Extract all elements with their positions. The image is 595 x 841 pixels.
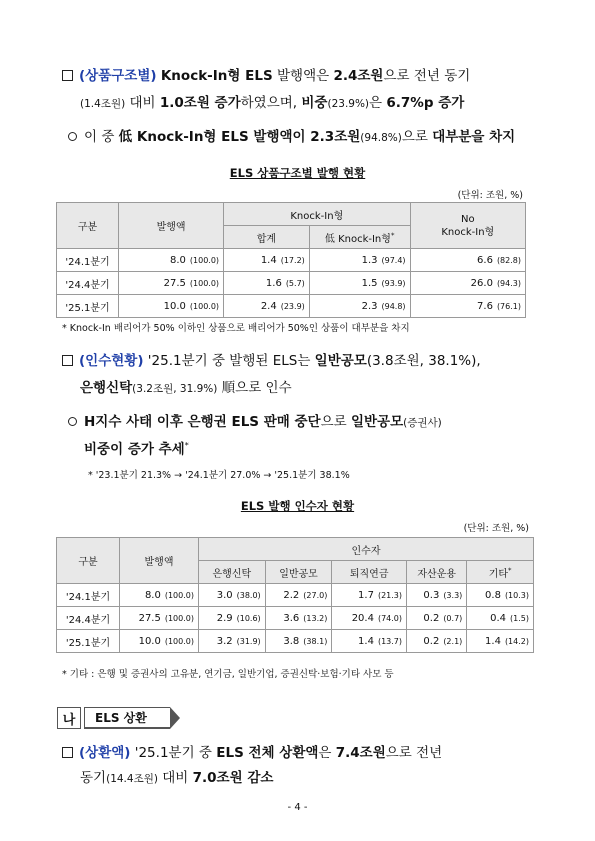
table-row (57, 630, 534, 653)
pension-cell (332, 584, 407, 607)
etc-cell-value: 0.8 (485, 589, 501, 601)
etc-cell-share: (14.2) (504, 636, 529, 646)
no-ki-cell (410, 272, 525, 295)
table1-unit: (단위: 조원, %) (457, 190, 523, 201)
sum-cell-value: 2.4 (260, 300, 277, 312)
paragraph-product-structure: (상품구조별) Knock-In형 ELS 발행액은 2.4조원으로 전년 동기 (62, 64, 470, 88)
sum-cell (224, 272, 310, 295)
issue-cell (119, 272, 224, 295)
asset-mgmt-cell-value: 0.3 (423, 589, 440, 601)
row-label: '24.4분기 (57, 272, 119, 295)
asset-mgmt-cell (407, 584, 467, 607)
public-offering-cell-share: (27.0) (303, 590, 328, 600)
table-row (57, 607, 534, 630)
trend-note: * '23.1분기 21.3% → '24.1분기 27.0% → '25.1분기 38.1% (88, 470, 350, 481)
public-offering-cell (265, 584, 332, 607)
etc-cell (467, 630, 534, 653)
low-ki-cell-share: (93.9) (381, 278, 406, 288)
header-knock-in: Knock-In형 (224, 203, 411, 226)
sum-cell (224, 295, 310, 318)
low-ki-cell (309, 249, 410, 272)
no-ki-cell (410, 249, 525, 272)
header-issue: 발행액 (120, 538, 199, 584)
issue-cell-value: 8.0 (170, 254, 186, 266)
asset-mgmt-cell-value: 0.2 (423, 635, 440, 647)
no-ki-cell-share: (82.8) (496, 255, 521, 265)
etc-cell (467, 607, 534, 630)
subparagraph-h-index: H지수 사태 이후 은행권 ELS 판매 중단으로 일반공모(증권사) (68, 410, 442, 435)
subparagraph-low-knock-in: 이 중 低 Knock-In형 ELS 발행액이 2.3조원(94.8%)으로 대부분을 차지 (68, 125, 515, 150)
etc-cell-value: 1.4 (485, 635, 501, 647)
square-bullet-icon (62, 70, 73, 81)
row-label: '25.1분기 (57, 630, 120, 653)
no-ki-cell-share: (76.1) (496, 301, 521, 311)
issue-cell (120, 630, 199, 653)
issue-cell-value: 27.5 (163, 277, 186, 289)
asset-mgmt-cell (407, 607, 467, 630)
issue-cell-share: (100.0) (164, 613, 194, 623)
square-bullet-icon (62, 747, 73, 758)
asset-mgmt-cell-share: (2.1) (443, 636, 463, 646)
paragraph-redemption: (상환액) '25.1분기 중 ELS 전체 상환액은 7.4조원으로 전년 (62, 741, 442, 765)
bank-trust-cell (199, 584, 266, 607)
low-ki-cell-share: (97.4) (381, 255, 406, 265)
pension-cell-share: (74.0) (377, 613, 403, 623)
low-ki-cell-share: (94.8) (381, 301, 406, 311)
row-label: '24.1분기 (57, 584, 120, 607)
header-gubun: 구분 (57, 203, 119, 249)
header-bank-trust: 은행신탁 (199, 561, 266, 584)
pension-cell (332, 607, 407, 630)
sum-cell-value: 1.4 (260, 254, 277, 266)
sum-cell (224, 249, 310, 272)
public-offering-cell (265, 607, 332, 630)
section-letter: 나 (57, 707, 81, 729)
public-offering-cell-value: 3.8 (283, 635, 300, 647)
issue-cell-share: (100.0) (189, 301, 220, 311)
els-underwriter-table (56, 537, 534, 653)
paragraph-product-structure-line2: (1.4조원) 대비 1.0조원 증가하였으며, 비중(23.9%)은 6.7%p 증가 (80, 95, 465, 111)
sum-cell-share: (17.2) (280, 255, 305, 265)
paragraph-underwriting: (인수현황) '25.1분기 중 발행된 ELS는 일반공모(3.8조원, 38.1%), (62, 349, 481, 373)
issue-cell-value: 8.0 (144, 589, 161, 601)
pension-cell (332, 630, 407, 653)
etc-cell-share: (1.5) (510, 613, 529, 623)
bank-trust-cell-share: (38.0) (236, 590, 261, 600)
header-sum: 합계 (224, 226, 310, 249)
no-ki-cell-value: 6.6 (477, 254, 493, 266)
section-header (57, 707, 180, 729)
issue-cell (119, 295, 224, 318)
circle-bullet-icon (68, 132, 77, 141)
public-offering-cell-value: 2.2 (283, 589, 300, 601)
no-ki-cell-share: (94.3) (496, 278, 521, 288)
header-pension: 퇴직연금 (332, 561, 407, 584)
table-row (57, 249, 526, 272)
issue-cell-value: 10.0 (138, 635, 161, 647)
issue-cell-share: (100.0) (189, 255, 220, 265)
no-ki-cell (410, 295, 525, 318)
table1-title: ELS 상품구조별 발행 현황 (229, 166, 366, 180)
els-product-structure-table (56, 202, 526, 318)
issue-cell-value: 27.5 (138, 612, 161, 624)
bank-trust-cell-share: (10.6) (236, 613, 261, 623)
header-no-knock-in: No Knock-In형 (410, 203, 525, 249)
row-label: '25.1분기 (57, 295, 119, 318)
section-title: ELS 상환 (84, 707, 170, 729)
pension-cell-value: 1.7 (358, 589, 374, 601)
table-row (57, 584, 534, 607)
header-low-knock-in: 低 Knock-In형* (309, 226, 410, 249)
issue-cell (119, 249, 224, 272)
sum-cell-value: 1.6 (265, 277, 282, 289)
issue-cell-share: (100.0) (164, 636, 194, 646)
sum-cell-share: (5.7) (285, 278, 305, 288)
pension-cell-share: (21.3) (377, 590, 403, 600)
header-public-offering: 일반공모 (265, 561, 332, 584)
table2-unit: (단위: 조원, %) (463, 523, 529, 534)
etc-cell-share: (10.3) (504, 590, 529, 600)
etc-cell-value: 0.4 (490, 612, 507, 624)
etc-cell (467, 584, 534, 607)
table-row (57, 272, 526, 295)
pension-cell-share: (13.7) (377, 636, 403, 646)
page-number: - 4 - (287, 802, 308, 813)
bank-trust-cell-share: (31.9) (236, 636, 261, 646)
row-label: '24.4분기 (57, 607, 120, 630)
low-ki-cell (309, 272, 410, 295)
table1-note: * Knock-In 배리어가 50% 이하인 상품으로 배리어가 50%인 상품이 대부분을 차지 (62, 323, 410, 334)
asset-mgmt-cell (407, 630, 467, 653)
issue-cell (120, 584, 199, 607)
section-arrow-icon (170, 707, 180, 729)
circle-bullet-icon (68, 417, 77, 426)
asset-mgmt-cell-share: (3.3) (443, 590, 463, 600)
table2-title: ELS 발행 인수자 현황 (240, 499, 355, 513)
no-ki-cell-value: 7.6 (477, 300, 493, 312)
sum-cell-share: (23.9) (280, 301, 305, 311)
row-label: '24.1분기 (57, 249, 119, 272)
header-etc: 기타* (467, 561, 534, 584)
issue-cell-share: (100.0) (164, 590, 194, 600)
pension-cell-value: 20.4 (351, 612, 374, 624)
low-ki-cell (309, 295, 410, 318)
bank-trust-cell (199, 607, 266, 630)
header-asset-mgmt: 자산운용 (407, 561, 467, 584)
public-offering-cell-share: (38.1) (303, 636, 328, 646)
asset-mgmt-cell-value: 0.2 (423, 612, 440, 624)
no-ki-cell-value: 26.0 (470, 277, 493, 289)
header-buyer: 인수자 (199, 538, 534, 561)
low-ki-cell-value: 1.5 (361, 277, 378, 289)
pension-cell-value: 1.4 (358, 635, 374, 647)
bank-trust-cell (199, 630, 266, 653)
issue-cell-share: (100.0) (189, 278, 220, 288)
header-gubun: 구분 (57, 538, 120, 584)
square-bullet-icon (62, 355, 73, 366)
table-row (57, 295, 526, 318)
paragraph-underwriting-line2: 은행신탁(3.2조원, 31.9%) 順으로 인수 (80, 380, 292, 396)
public-offering-cell (265, 630, 332, 653)
public-offering-cell-value: 3.6 (283, 612, 300, 624)
header-issue: 발행액 (119, 203, 224, 249)
bank-trust-cell-value: 2.9 (216, 612, 233, 624)
low-ki-cell-value: 1.3 (361, 254, 378, 266)
public-offering-cell-share: (13.2) (303, 613, 328, 623)
issue-cell (120, 607, 199, 630)
bank-trust-cell-value: 3.2 (216, 635, 233, 647)
subparagraph-h-index-line2: 비중이 증가 추세* (84, 441, 189, 458)
low-ki-cell-value: 2.3 (361, 300, 378, 312)
table2-note: * 기타 : 은행 및 증권사의 고유분, 연기금, 일반기업, 증권신탁·보험·기타 사모 등 (62, 669, 394, 680)
asset-mgmt-cell-share: (0.7) (443, 613, 463, 623)
paragraph-redemption-line2: 동기(14.4조원) 대비 7.0조원 감소 (80, 770, 274, 786)
bank-trust-cell-value: 3.0 (216, 589, 233, 601)
issue-cell-value: 10.0 (163, 300, 186, 312)
